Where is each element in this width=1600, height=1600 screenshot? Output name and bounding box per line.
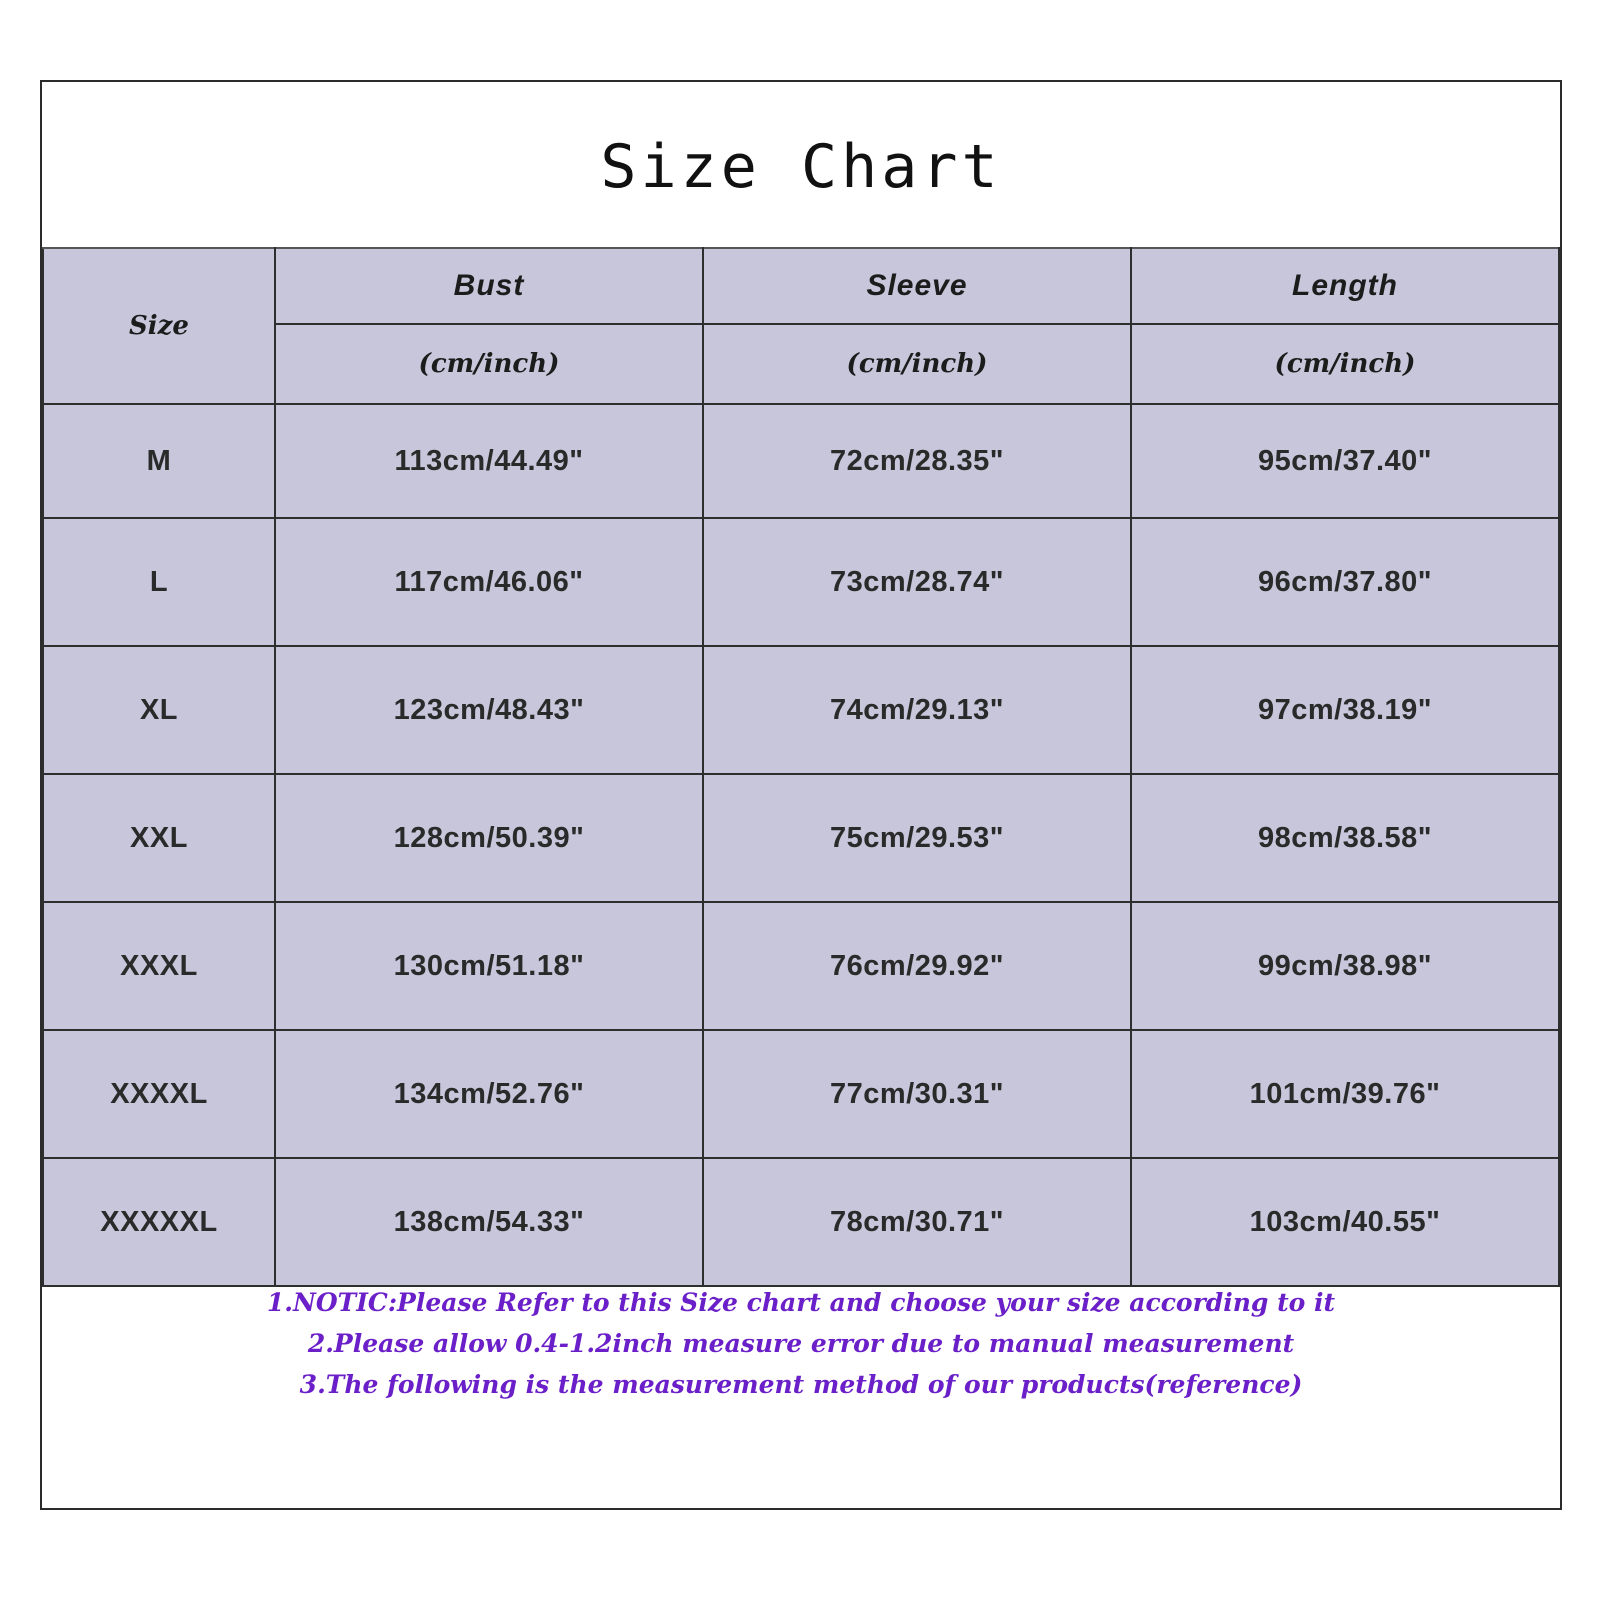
note-line-2: 2.Please allow 0.4-1.2inch measure error due to manual measurement [307, 1329, 1295, 1358]
table-row [43, 646, 1559, 774]
table-row [43, 1030, 1559, 1158]
sleeve-column-header: Sleeve [703, 248, 1131, 324]
length-cell: 101cm/39.76" [1131, 1030, 1559, 1158]
sleeve-unit-label: (cm/inch) [703, 324, 1131, 404]
table-row [43, 902, 1559, 1030]
size-cell: XXXXXL [43, 1158, 275, 1286]
sleeve-cell: 74cm/29.13" [703, 646, 1131, 774]
size-cell: M [43, 404, 275, 518]
sleeve-cell: 72cm/28.35" [703, 404, 1131, 518]
size-cell: XXL [43, 774, 275, 902]
sleeve-cell: 78cm/30.71" [703, 1158, 1131, 1286]
size-chart-card [40, 80, 1562, 1510]
table-row [43, 774, 1559, 902]
table-row [43, 1158, 1559, 1286]
length-column-header: Length [1131, 248, 1559, 324]
bust-cell: 113cm/44.49" [275, 404, 703, 518]
length-cell: 98cm/38.58" [1131, 774, 1559, 902]
bust-unit-label: (cm/inch) [275, 324, 703, 404]
length-cell: 99cm/38.98" [1131, 902, 1559, 1030]
size-cell: L [43, 518, 275, 646]
table-row [43, 518, 1559, 646]
length-cell: 96cm/37.80" [1131, 518, 1559, 646]
bust-cell: 128cm/50.39" [275, 774, 703, 902]
bust-cell: 117cm/46.06" [275, 518, 703, 646]
length-unit-label: (cm/inch) [1131, 324, 1559, 404]
size-cell: XXXL [43, 902, 275, 1030]
sleeve-cell: 76cm/29.92" [703, 902, 1131, 1030]
size-cell: XXXXL [43, 1030, 275, 1158]
bust-cell: 134cm/52.76" [275, 1030, 703, 1158]
note-line-1: 1.NOTIC:Please Refer to this Size chart and choose your size according to it [266, 1288, 1336, 1317]
table-row [43, 404, 1559, 518]
notes-block [42, 1282, 1560, 1405]
bust-cell: 138cm/54.33" [275, 1158, 703, 1286]
size-column-header: Size [43, 248, 275, 404]
bust-cell: 130cm/51.18" [275, 902, 703, 1030]
header-row [43, 248, 1559, 324]
sleeve-cell: 77cm/30.31" [703, 1030, 1131, 1158]
bust-cell: 123cm/48.43" [275, 646, 703, 774]
bust-column-header: Bust [275, 248, 703, 324]
size-table [42, 247, 1560, 1287]
length-cell: 97cm/38.19" [1131, 646, 1559, 774]
size-cell: XL [43, 646, 275, 774]
note-line-3: 3.The following is the measurement method of our products(reference) [299, 1370, 1303, 1399]
length-cell: 95cm/37.40" [1131, 404, 1559, 518]
sleeve-cell: 75cm/29.53" [703, 774, 1131, 902]
chart-title: Size Chart [600, 132, 1002, 202]
sleeve-cell: 73cm/28.74" [703, 518, 1131, 646]
length-cell: 103cm/40.55" [1131, 1158, 1559, 1286]
